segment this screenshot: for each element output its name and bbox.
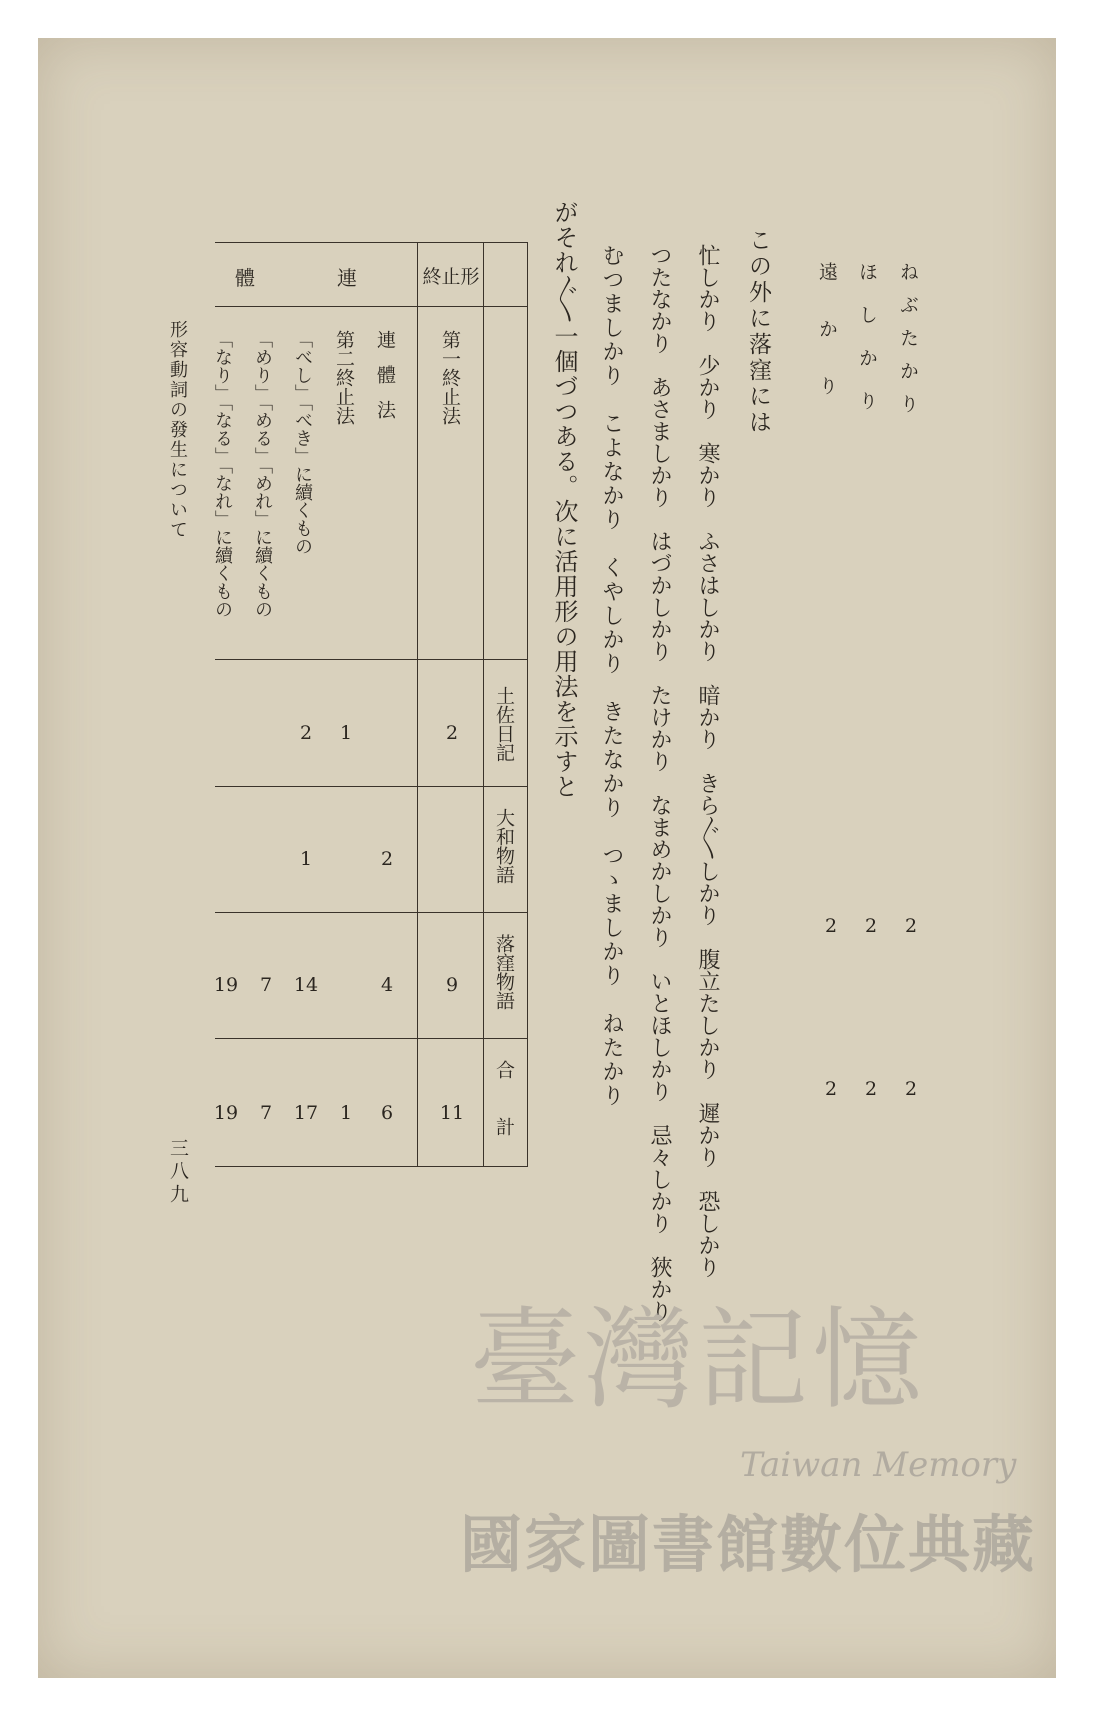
watermark-library-text: 國家圖書館數位典藏 bbox=[460, 1508, 1037, 1581]
header-yamato-monogatari: 大和物語 bbox=[493, 808, 515, 884]
running-title: 形容動詞の發生について bbox=[167, 320, 188, 540]
cell-value: 14 bbox=[293, 974, 319, 996]
page-number: 三八九 bbox=[167, 1138, 189, 1207]
row-label-dai-ni-shushiho: 第二終止法 bbox=[333, 330, 355, 425]
text-line-7: むつましかり こよなかり くやしかり きたなかり つゝましかり ねたかり bbox=[599, 244, 624, 1108]
cell-value: 4 bbox=[380, 974, 394, 996]
cell-value: 11 bbox=[439, 1102, 465, 1124]
line-1-value-1: 2 bbox=[904, 915, 918, 937]
text-line-1: ねぶたかり bbox=[897, 262, 919, 427]
text-line-8: がそれ〲一個づつある。次に活用形の用法を示すと bbox=[550, 200, 578, 799]
row-label-beshi: 「べし」「べき」に續くもの bbox=[292, 330, 313, 555]
cell-value: 1 bbox=[339, 722, 353, 744]
cell-value: 17 bbox=[293, 1102, 319, 1124]
watermark-en-text: Taiwan Memory bbox=[740, 1445, 1017, 1485]
text-line-6: つたなかり あさましかり はづかしかり たけかり なまめかしかり いとほしかり 忌々しかり 狹かり bbox=[647, 244, 672, 1322]
cell-value: 2 bbox=[445, 722, 459, 744]
line-3-value-1: 2 bbox=[824, 915, 838, 937]
header-total: 合計 bbox=[493, 1060, 515, 1174]
line-3-value-2: 2 bbox=[824, 1078, 838, 1100]
row-label-rentaiho: 連體法 bbox=[374, 330, 396, 435]
cell-value: 2 bbox=[299, 722, 313, 744]
line-2-value-2: 2 bbox=[864, 1078, 878, 1100]
text-line-2: ほしかり bbox=[856, 262, 878, 434]
group-label-tai: 體 bbox=[235, 266, 255, 290]
row-label-meri: 「めり」「める」「めれ」に續くもの bbox=[252, 330, 273, 618]
cell-value: 1 bbox=[299, 848, 313, 870]
cell-value: 19 bbox=[213, 1102, 239, 1124]
watermark-cjk-text: 臺灣記憶 bbox=[470, 1296, 926, 1424]
text-line-4: この外に落窪には bbox=[745, 228, 771, 436]
line-1-value-2: 2 bbox=[904, 1078, 918, 1100]
cell-value: 9 bbox=[445, 974, 459, 996]
row-label-nari: 「なり」「なる」「なれ」に續くもの bbox=[212, 330, 233, 618]
cell-value: 6 bbox=[380, 1102, 394, 1124]
cell-value: 1 bbox=[339, 1102, 353, 1124]
cell-value: 7 bbox=[259, 1102, 273, 1124]
header-ochikubo-monogatari: 落窪物語 bbox=[493, 934, 515, 1010]
cell-value: 7 bbox=[259, 974, 273, 996]
line-2-value-1: 2 bbox=[864, 915, 878, 937]
cell-value: 2 bbox=[380, 848, 394, 870]
cell-value: 19 bbox=[213, 974, 239, 996]
watermark bbox=[460, 1296, 1037, 1581]
text-line-5: 忙しかり 少かり 寒かり ふさはしかり 暗かり きら〲しかり 腹立たしかり 遲かり 恐しかり bbox=[695, 244, 720, 1278]
text-line-3: 遠かり bbox=[816, 262, 838, 433]
row-label-dai-ichi-shushiho: 第一終止法 bbox=[439, 330, 461, 425]
header-tosa-nikki: 土佐日記 bbox=[493, 686, 515, 762]
group-label-ren: 連 bbox=[337, 266, 357, 290]
group-label-shushikei: 終止形 bbox=[422, 266, 480, 288]
